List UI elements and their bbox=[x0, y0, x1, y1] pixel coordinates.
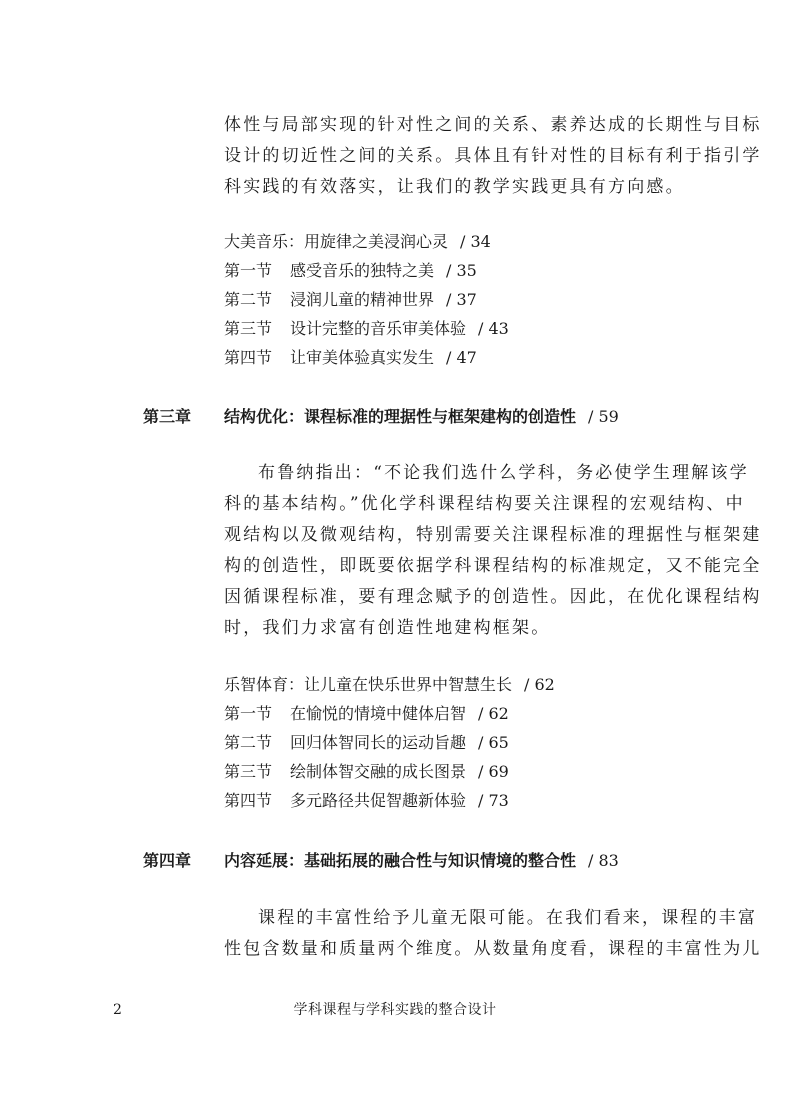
toc-entry-title: 在愉悦的情境中健体启智 bbox=[290, 704, 467, 723]
chapter-title: 结构优化：课程标准的理据性与框架建构的创造性 bbox=[224, 407, 577, 426]
toc-entry-page: / 43 bbox=[478, 319, 509, 338]
toc-pe-list bbox=[224, 670, 684, 815]
toc-entry-page: / 73 bbox=[478, 791, 509, 810]
toc-entry-section: 第四节 bbox=[224, 791, 273, 810]
toc-entry[interactable] bbox=[224, 343, 684, 372]
chapter-page: / 83 bbox=[588, 851, 619, 870]
toc-entry-page: / 37 bbox=[446, 290, 477, 309]
toc-music-list bbox=[224, 227, 684, 372]
toc-entry-section: 第二节 bbox=[224, 733, 273, 752]
toc-entry[interactable] bbox=[224, 786, 684, 815]
chapter-page: / 59 bbox=[588, 407, 619, 426]
toc-entry-title: 感受音乐的独特之美 bbox=[290, 261, 435, 280]
toc-entry-title: 多元路径共促智趣新体验 bbox=[290, 791, 467, 810]
toc-entry[interactable] bbox=[224, 314, 684, 343]
chapter-title: 内容延展：基础拓展的融合性与知识情境的整合性 bbox=[224, 851, 577, 870]
toc-entry-page: / 34 bbox=[460, 232, 491, 251]
toc-entry[interactable] bbox=[224, 728, 684, 757]
page-number: 2 bbox=[113, 1002, 122, 1018]
toc-entry[interactable] bbox=[224, 256, 684, 285]
toc-entry-page: / 65 bbox=[478, 733, 509, 752]
paragraph-line: 构的创造性，即既要依据学科课程结构的标准规定，又不能完全 bbox=[224, 556, 762, 576]
toc-entry-pe[interactable] bbox=[224, 670, 684, 699]
toc-entry[interactable] bbox=[224, 285, 684, 314]
toc-entry[interactable] bbox=[224, 757, 684, 786]
toc-entry-page: / 47 bbox=[446, 348, 477, 367]
chapter-3-paragraph bbox=[224, 458, 762, 644]
chapter-label: 第三章 bbox=[143, 407, 192, 426]
toc-entry-section: 第三节 bbox=[224, 762, 273, 781]
toc-entry-section: 第一节 bbox=[224, 704, 273, 723]
paragraph-line: 科实践的有效落实，让我们的教学实践更具有方向感。 bbox=[224, 177, 685, 197]
paragraph-line: 因循课程标准，要有理念赋予的创造性。因此，在优化课程结构 bbox=[224, 587, 762, 607]
chapter-4-heading[interactable] bbox=[143, 846, 703, 876]
paragraph-line: 性包含数量和质量两个维度。从数量角度看，课程的丰富性为儿 bbox=[224, 939, 762, 959]
chapter-4-paragraph bbox=[224, 903, 762, 965]
toc-entry-title: 绘制体智交融的成长图景 bbox=[290, 762, 467, 781]
paragraph-line: 布鲁纳指出：“不论我们选什么学科，务必使学生理解该学 bbox=[258, 463, 749, 483]
paragraph-line: 观结构以及微观结构，特别需要关注课程标准的理据性与框架建 bbox=[224, 525, 762, 545]
paragraph-line: 时，我们力求富有创造性地建构框架。 bbox=[224, 618, 551, 638]
toc-entry-title: 大美音乐：用旋律之美浸润心灵 bbox=[224, 232, 449, 251]
toc-entry-title: 设计完整的音乐审美体验 bbox=[290, 319, 467, 338]
toc-entry-page: / 62 bbox=[524, 675, 555, 694]
paragraph-line: 课程的丰富性给予儿童无限可能。在我们看来，课程的丰富 bbox=[258, 908, 758, 928]
toc-entry[interactable] bbox=[224, 699, 684, 728]
chapter-3-heading[interactable] bbox=[143, 402, 703, 432]
paragraph-line: 科的基本结构。”优化学科课程结构要关注课程的宏观结构、中 bbox=[224, 494, 745, 514]
toc-entry-music[interactable] bbox=[224, 227, 684, 256]
paragraph-line: 设计的切近性之间的关系。具体且有针对性的目标有利于指引学 bbox=[224, 146, 762, 166]
paragraph-line: 体性与局部实现的针对性之间的关系、素养达成的长期性与目标 bbox=[224, 115, 762, 135]
toc-entry-title: 让审美体验真实发生 bbox=[290, 348, 435, 367]
toc-entry-section: 第一节 bbox=[224, 261, 273, 280]
toc-entry-section: 第三节 bbox=[224, 319, 273, 338]
toc-entry-page: / 69 bbox=[478, 762, 509, 781]
toc-entry-page: / 35 bbox=[446, 261, 477, 280]
intro-paragraph bbox=[224, 110, 762, 203]
toc-entry-title: 回归体智同长的运动旨趣 bbox=[290, 733, 467, 752]
toc-entry-title: 乐智体育：让儿童在快乐世界中智慧生长 bbox=[224, 675, 513, 694]
running-title: 学科课程与学科实践的整合设计 bbox=[293, 1002, 497, 1018]
toc-entry-title: 浸润儿童的精神世界 bbox=[290, 290, 435, 309]
chapter-label: 第四章 bbox=[143, 851, 192, 870]
toc-entry-page: / 62 bbox=[478, 704, 509, 723]
toc-entry-section: 第二节 bbox=[224, 290, 273, 309]
toc-entry-section: 第四节 bbox=[224, 348, 273, 367]
